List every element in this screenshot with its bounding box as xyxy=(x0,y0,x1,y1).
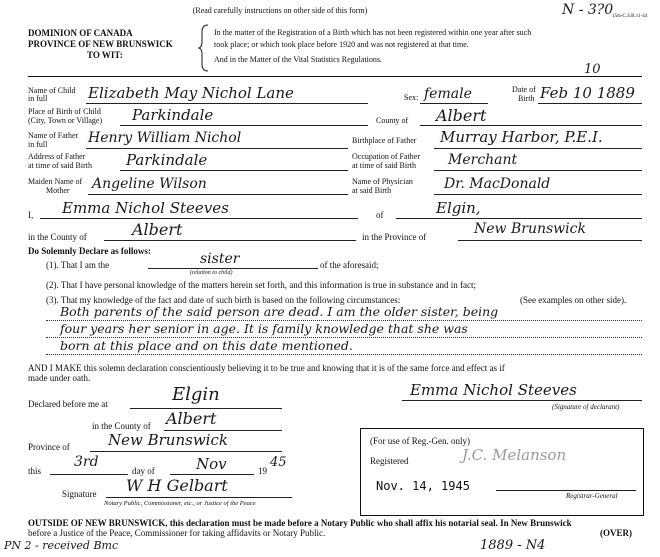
day-of-label: day of xyxy=(132,466,155,476)
physician-label-sub: at said Birth xyxy=(352,186,392,195)
declare-heading: Do Solemnly Declare as follows: xyxy=(28,246,151,256)
circumstances-line-1: Both parents of the said person are dead. I am the older sister, being xyxy=(60,304,499,319)
declarant-signature: Emma Nichol Steeves xyxy=(410,381,577,399)
solemn-line-2: made under oath. xyxy=(28,373,91,383)
county-of-birth-label: County of xyxy=(376,116,409,125)
declarant-of-label: of xyxy=(376,210,384,220)
father-name-value: Henry William Nichol xyxy=(88,130,242,146)
reference-number-handwritten: N - 3?0 xyxy=(562,2,614,18)
relation-caption: (relation to child) xyxy=(190,270,233,276)
matter-line-2: took place; or which took place before 1920 and was not registered at that time. xyxy=(214,40,469,49)
registrar-use-label: (For use of Reg.-Gen. only) xyxy=(370,436,470,446)
date-this-label: this xyxy=(28,466,42,476)
father-birthplace-value: Murray Harbor, P.E.I. xyxy=(440,128,603,146)
mother-name-label: Maiden Name of xyxy=(28,177,83,186)
registrar-signature: J.C. Melanson xyxy=(462,446,567,464)
father-occupation-label: Occupation of Father xyxy=(352,152,420,161)
day-value: 3rd xyxy=(74,454,99,470)
registered-date: Nov. 14, 1945 xyxy=(376,479,470,493)
sex-label: Sex: xyxy=(404,93,419,102)
father-occupation-label-sub: at time of said Birth xyxy=(352,161,416,170)
father-name-label: Name of Father xyxy=(28,131,79,140)
solemn-line-1: AND I MAKE this solemn declaration conscientiously believing it to be true and knowing that it is of the same force and effect as if xyxy=(28,363,505,373)
header-brace xyxy=(198,24,210,72)
footer-line-1: OUTSIDE OF NEW BRUNSWICK, this declaration must be made before a Notary Public who shall affix his notarial seal. In New Brunswick xyxy=(28,518,572,528)
birth-date-value: Feb 10 1889 xyxy=(540,84,635,102)
child-name-label-sub: in full xyxy=(28,94,48,103)
footer-note-right: 1889 - N4 xyxy=(480,538,546,553)
mother-maiden-name-value: Angeline Wilson xyxy=(92,176,207,192)
declarant-name-value: Emma Nichol Steeves xyxy=(62,199,229,217)
dominion-title: DOMINION OF CANADA xyxy=(28,28,133,38)
declarant-county-label: in the County of xyxy=(28,232,87,242)
notary-signature-label: Signature xyxy=(62,489,97,499)
birth-date-correction: 10 xyxy=(584,62,601,77)
declared-before-label: Declared before me at xyxy=(28,399,108,409)
registered-label: Registered xyxy=(370,456,409,466)
child-name-label: Name of Child xyxy=(28,86,76,95)
item-2: (2). That I have personal knowledge of the matters herein set forth, and this information is true in substance and in fact; xyxy=(46,280,476,290)
month-value: Nov xyxy=(196,455,227,473)
place-of-birth-label-sub: (City, Town or Village) xyxy=(28,116,103,125)
solemn-county-label: in the County of xyxy=(92,421,151,431)
birth-date-label: Date of xyxy=(512,85,536,94)
solemn-province-value: New Brunswick xyxy=(108,431,228,449)
physician-value: Dr. MacDonald xyxy=(444,176,551,192)
solemn-county-value: Albert xyxy=(166,409,217,428)
declarant-i-label: I, xyxy=(28,210,34,220)
circumstances-line-3: born at this place and on this date mentioned. xyxy=(60,338,353,353)
county-of-birth-value: Albert xyxy=(436,106,487,125)
sex-value: female xyxy=(424,86,472,102)
item-1-prefix: (1). That I am the xyxy=(46,260,110,270)
declared-place-value: Elgin xyxy=(172,384,220,405)
place-of-birth-label: Place of Birth of Child xyxy=(28,107,101,116)
physician-label: Name of Physician xyxy=(352,177,413,186)
mother-name-label-sub: Mother xyxy=(46,186,70,195)
father-birthplace-label: Birthplace of Father xyxy=(352,136,417,145)
form-code: 15m-C.S.B.11-44 xyxy=(612,14,648,19)
place-of-birth-value: Parkindale xyxy=(132,106,214,124)
declarant-province-label: in the Province of xyxy=(362,232,427,242)
province-title: PROVINCE OF NEW BRUNSWICK xyxy=(28,39,173,49)
year-value: 45 xyxy=(270,455,287,470)
item-3: (3). That my knowledge of the fact and date of such birth is based on the following circumstances: xyxy=(46,295,401,305)
relation-value: sister xyxy=(200,251,240,267)
father-name-label-sub: in full xyxy=(28,140,48,149)
child-name-value: Elizabeth May Nichol Lane xyxy=(88,84,294,102)
registrar-caption: Registrar-General xyxy=(566,492,618,500)
father-address-value: Parkindale xyxy=(126,151,208,169)
declarant-of-place-value: Elgin, xyxy=(436,199,481,217)
father-address-label: Address of Father xyxy=(28,152,86,161)
item-1-suffix: of the aforesaid; xyxy=(320,260,379,270)
father-occupation-value: Merchant xyxy=(448,152,518,168)
footer-over: (OVER) xyxy=(600,528,632,538)
declarant-province-value: New Brunswick xyxy=(474,221,586,237)
item-3-note: (See examples on other side). xyxy=(520,295,627,305)
year-prefix: 19 xyxy=(258,466,267,476)
footer-note-left: PN 2 - received Bmc xyxy=(4,539,119,552)
matter-line-1: In the matter of the Registration of a Birth which has not been registered within one year after such xyxy=(214,28,532,37)
notary-caption: Notary Public, Commissioner, etc., or Justice of the Peace xyxy=(104,500,256,507)
declarant-signature-caption: (Signature of declarant) xyxy=(552,403,620,411)
footer-line-2: before a Justice of the Peace, Commissioner for taking affidavits or Notary Public. xyxy=(28,528,326,538)
father-address-label-sub: at time of said Birth xyxy=(28,161,92,170)
circumstances-line-2: four years her senior in age. It is family knowledge that she was xyxy=(60,321,468,336)
form-instruction: (Read carefully instructions on other side of this form) xyxy=(192,6,368,15)
header-divider xyxy=(28,76,642,77)
matter-line-3: And in the Matter of the Vital Statistics Regulations. xyxy=(214,55,383,64)
to-wit-label: TO WIT: xyxy=(87,50,123,60)
birth-date-label-sub: Birth xyxy=(518,94,535,103)
notary-signature: W H Gelbart xyxy=(126,476,228,495)
declarant-county-value: Albert xyxy=(132,220,183,239)
solemn-province-label: Province of xyxy=(28,442,70,452)
